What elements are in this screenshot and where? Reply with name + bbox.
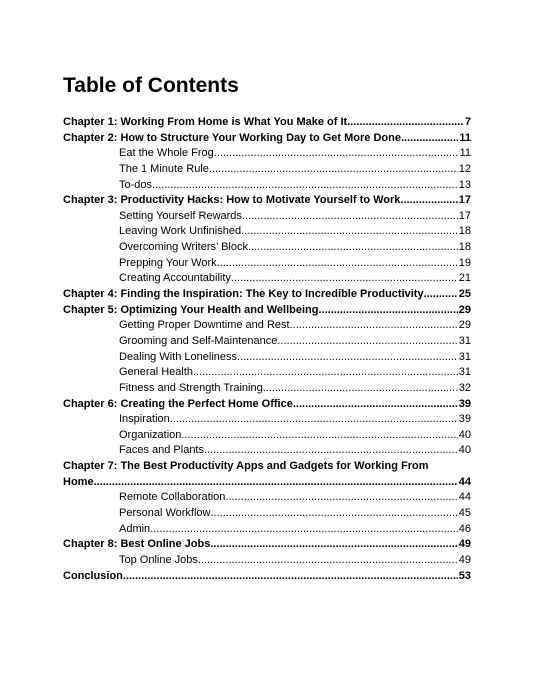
toc-entry-section[interactable] [63,240,471,256]
toc-entry-section[interactable] [63,334,471,350]
toc-entry-section[interactable] [63,224,471,240]
toc-entry-page: 29 [458,303,471,316]
dot-leader [214,146,459,162]
toc-entry-label: Getting Proper Downtime and Rest [119,319,290,332]
dot-leader [193,365,458,381]
toc-entry-label: Setting Yourself Rewards [119,209,242,222]
toc-entry-page: 39 [458,397,471,410]
toc-entry-page: 45 [458,507,471,520]
toc-entry-section[interactable] [63,271,471,287]
dot-leader [181,428,457,444]
toc-entry-conclusion[interactable] [63,569,471,585]
dot-leader [277,334,457,350]
toc-entry-label: Eat the Whole Frog [119,147,214,160]
toc-entry-section[interactable] [63,256,471,272]
toc-entry-section[interactable] [63,146,471,162]
toc-entry-label: Overcoming Writers’ Block [119,241,248,254]
toc-entry-page: 46 [458,522,471,535]
toc-entry-page: 29 [458,319,471,332]
toc-entry-label: General Health [119,366,193,379]
dot-leader [401,131,458,147]
dot-leader [242,209,458,225]
dot-leader [210,537,457,553]
toc-entry-section[interactable] [63,209,471,225]
dot-leader [241,224,458,240]
toc-entry-section[interactable] [63,506,471,522]
dot-leader [400,193,457,209]
toc-entry-section[interactable] [63,381,471,397]
toc-entry-page: 32 [458,381,471,394]
dot-leader [217,256,458,272]
toc-entry-page: 12 [458,162,471,175]
toc-entry-page: 44 [458,475,471,488]
toc-entry-page: 49 [458,553,471,566]
dot-leader [237,350,458,366]
toc-entry-page: 17 [458,209,471,222]
toc-entry-label: Chapter 4: Finding the Inspiration: The Key to Incredible Productivity [63,288,424,301]
toc-entry-chapter-5[interactable] [63,303,471,319]
toc-entry-label: Chapter 8: Best Online Jobs [63,538,211,551]
toc-entry-label: Faces and Plants [119,444,204,457]
dot-leader [209,162,458,178]
toc-entry-section[interactable] [63,412,471,428]
toc-entry-label: Chapter 5: Optimizing Your Health and Wellbeing [63,303,319,316]
toc-entry-label: Admin [119,522,151,535]
toc-entry-label: Creating Accountability [119,272,231,285]
toc-entry-section[interactable] [63,490,471,506]
dot-leader [198,553,458,569]
toc-entry-page: 25 [458,288,471,301]
toc-entry-section[interactable] [63,162,471,178]
toc-entry-label: Fitness and Strength Training [119,381,263,394]
toc-entry-section[interactable] [63,522,471,538]
toc-entry-continuation [63,475,471,491]
toc-entry-page: 53 [458,569,471,582]
toc-entry-page: 44 [458,491,471,504]
dot-leader [123,569,458,585]
toc-entry-page: 19 [458,256,471,269]
dot-leader [204,443,458,459]
toc-entry-chapter-6[interactable] [63,397,471,413]
dot-leader [225,490,457,506]
toc-entry-label: Organization [119,428,182,441]
toc-entry-chapter-3[interactable] [63,193,471,209]
toc-entry-page: 18 [458,225,471,238]
toc-entry-chapter-4[interactable] [63,287,471,303]
table-of-contents [63,115,471,584]
toc-entry-section[interactable] [63,350,471,366]
dot-leader [94,475,458,491]
toc-entry-label: Conclusion [63,569,123,582]
dot-leader [424,287,458,303]
toc-entry-label: Leaving Work Unfinished [119,225,242,238]
dot-leader [293,397,458,413]
toc-entry-page: 13 [458,178,471,191]
dot-leader [248,240,458,256]
toc-entry-section[interactable] [63,178,471,194]
dot-leader [170,412,458,428]
toc-entry-section[interactable] [63,318,471,334]
toc-entry-chapter-1[interactable] [63,115,471,131]
toc-entry-page: 7 [464,116,471,128]
toc-entry-page: 11 [459,147,471,160]
toc-entry-page: 31 [458,366,471,379]
toc-entry-label: Chapter 1: Working From Home is What You Make of It [63,116,348,128]
toc-entry-section[interactable] [63,428,471,444]
toc-entry-page: 49 [458,538,471,551]
toc-entry-section[interactable] [63,443,471,459]
toc-entry-chapter-7[interactable] [63,459,471,490]
toc-entry-section[interactable] [63,553,471,569]
toc-entry-chapter-2[interactable] [63,131,471,147]
toc-entry-page: 18 [458,241,471,254]
toc-entry-label: Inspiration [119,413,170,426]
toc-entry-label-line-1: Chapter 7: The Best Productivity Apps and Gadgets for Working From [63,460,429,473]
toc-entry-label-line-2: Home [63,475,94,488]
toc-entry-page: 40 [458,428,471,441]
toc-entry-label: Prepping Your Work [119,256,217,269]
toc-entry-page: 31 [458,334,471,347]
toc-entry-label: Personal Workflow [119,507,211,520]
dot-leader [290,318,458,334]
dot-leader [150,522,458,538]
toc-entry-page: 39 [458,413,471,426]
toc-entry-page: 21 [458,272,471,285]
toc-title: Table of Contents [63,74,239,97]
toc-entry-section[interactable] [63,365,471,381]
dot-leader [263,381,458,397]
dot-leader [211,506,458,522]
toc-entry-chapter-8[interactable] [63,537,471,553]
dot-leader [152,178,458,194]
toc-entry-page: 17 [458,194,471,207]
toc-entry-label: To-dos [119,178,153,191]
toc-entry-label: Dealing With Loneliness [119,350,238,363]
toc-entry-label: The 1 Minute Rule [119,162,209,175]
toc-entry-label: Chapter 6: Creating the Perfect Home Office [63,397,293,410]
dot-leader [231,271,458,287]
toc-entry-page: 40 [458,444,471,457]
toc-entry-page: 11 [459,131,471,144]
toc-entry-label: Top Online Jobs [119,553,198,566]
dot-leader [347,115,464,131]
toc-entry-label: Grooming and Self-Maintenance [119,334,278,347]
toc-entry-label: Chapter 2: How to Structure Your Working Day to Get More Done [63,131,401,144]
dot-leader [318,303,457,319]
toc-entry-label: Chapter 3: Productivity Hacks: How to Motivate Yourself to Work [63,194,401,207]
toc-entry-label: Remote Collaboration [119,491,226,504]
toc-entry-page: 31 [458,350,471,363]
